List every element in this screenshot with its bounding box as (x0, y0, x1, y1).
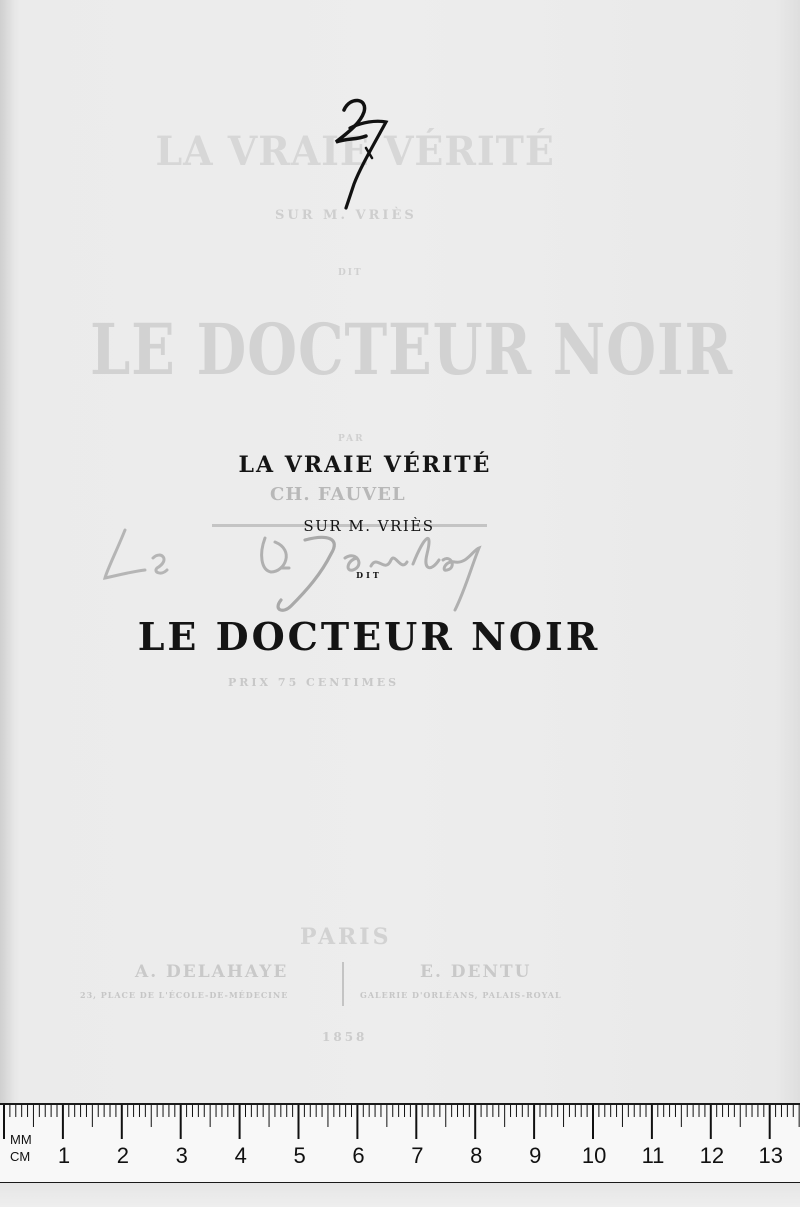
ruler-unit-cm: CM (10, 1149, 31, 1164)
bleed-city: PARIS (300, 924, 392, 950)
ruler-number: 8 (470, 1143, 483, 1168)
ruler-number: 13 (758, 1143, 784, 1168)
ruler-number: 4 (234, 1143, 247, 1168)
document-title: LA VRAIE VÉRITÉ (238, 452, 492, 478)
scanner-bed (0, 1183, 800, 1207)
bleed-address-left: 23, PLACE DE L'ÉCOLE-DE-MÉDECINE (80, 990, 289, 1000)
ruler-unit-mm: MM (10, 1132, 32, 1147)
dit-label: DIT (356, 570, 382, 580)
bleed-publisher-left: A. DELAHAYE (135, 962, 289, 982)
bleed-year: 1858 (322, 1030, 368, 1044)
ruler-number: 9 (529, 1143, 542, 1168)
bleed-divider (342, 962, 344, 1006)
measurement-ruler (0, 1103, 800, 1184)
handwritten-number (310, 88, 400, 218)
bleed-publisher-right: E. DENTU (420, 962, 532, 982)
ruler-number: 12 (699, 1143, 725, 1168)
bleed-author: CH. FAUVEL (270, 484, 406, 505)
bleed-par: PAR (338, 434, 365, 444)
bleed-title: LA VRAIE VÉRITÉ (155, 128, 555, 175)
bleed-subtitle: SUR M. VRIÈS (275, 208, 417, 223)
ruler-number: 11 (641, 1143, 665, 1168)
ruler-number: 5 (293, 1143, 306, 1168)
ruler-number: 3 (175, 1143, 188, 1168)
ruler-number: 7 (411, 1143, 424, 1168)
bleed-main-title: LE DOCTEUR NOIR (90, 308, 734, 391)
ruler-number: 10 (581, 1143, 607, 1168)
bleed-address-right: GALERIE D'ORLÉANS, PALAIS-ROYAL (360, 990, 562, 1000)
faded-signature (95, 520, 515, 620)
bleed-price: PRIX 75 CENTIMES (228, 676, 400, 689)
ruler-number: 2 (116, 1143, 130, 1168)
document-main-title: LE DOCTEUR NOIR (137, 614, 601, 659)
document-subtitle: SUR M. VRIÈS (303, 517, 435, 535)
ruler-number: 1 (57, 1143, 71, 1168)
ruler-number: 6 (352, 1143, 365, 1168)
page-gutter-shadow (0, 0, 14, 1103)
bleed-dit: DIT (338, 268, 363, 278)
